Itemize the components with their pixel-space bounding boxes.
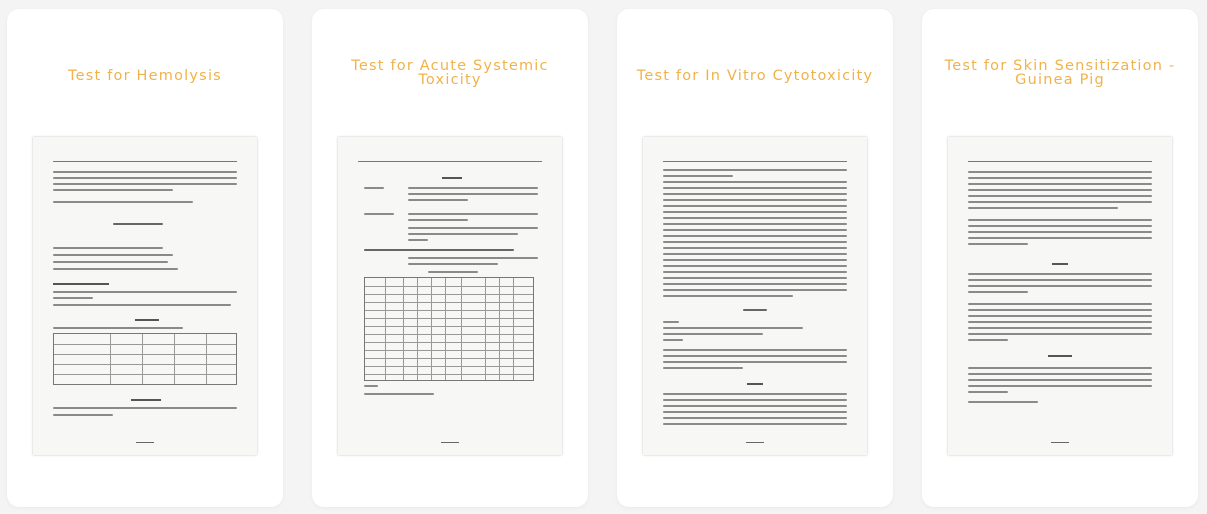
- report-thumbnail[interactable]: [33, 137, 257, 455]
- report-card-acute-systemic-toxicity[interactable]: [312, 9, 588, 507]
- report-card-skin-sensitization[interactable]: [922, 9, 1198, 507]
- report-card-hemolysis[interactable]: [7, 9, 283, 507]
- report-thumbnail[interactable]: [643, 137, 867, 455]
- report-thumbnail[interactable]: [948, 137, 1172, 455]
- card-title: Test for Skin Sensitization - Guinea Pig: [944, 58, 1176, 88]
- report-card-in-vitro-cytotoxicity[interactable]: [617, 9, 893, 507]
- card-title: Test for Hemolysis: [68, 68, 222, 84]
- card-title: Test for In Vitro Cytotoxicity: [636, 68, 874, 84]
- card-title: Test for Acute Systemic Toxicity: [351, 58, 549, 88]
- report-thumbnail[interactable]: [338, 137, 562, 455]
